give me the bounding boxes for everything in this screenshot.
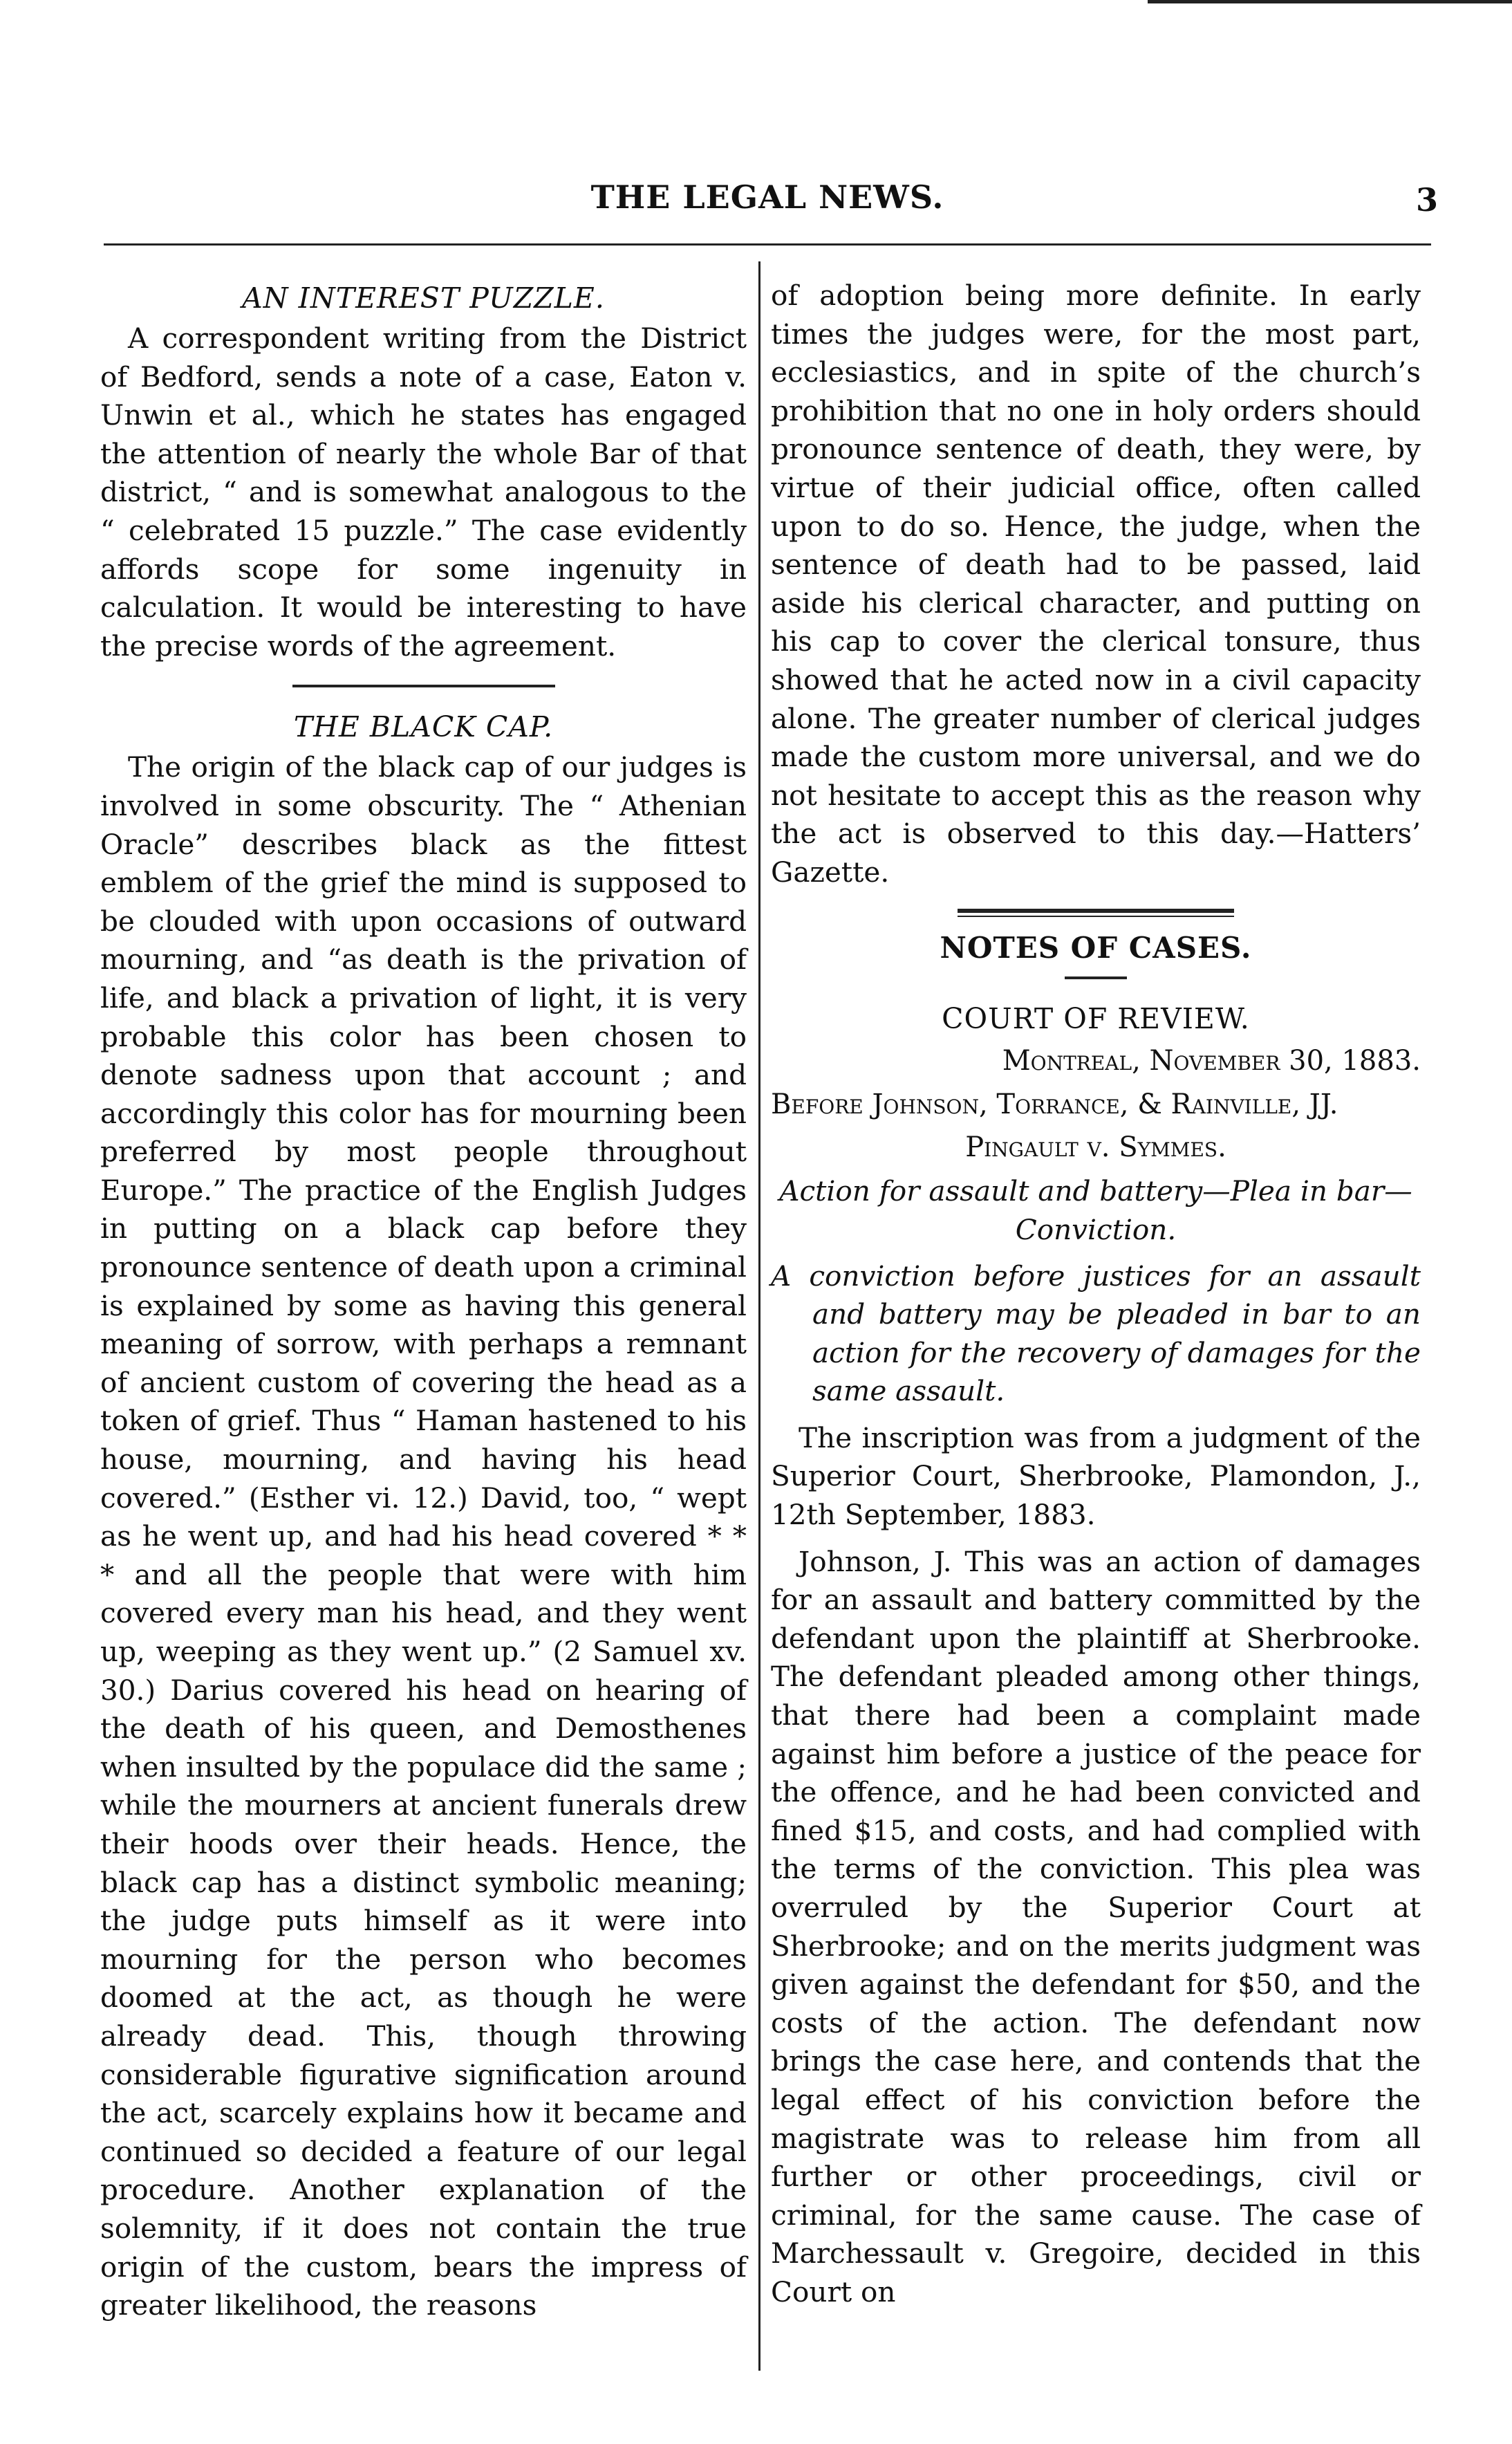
section-divider [292, 685, 555, 687]
court-name: COURT OF REVIEW. [942, 1001, 1250, 1035]
right-column [771, 277, 1421, 2312]
notes-rule [1065, 976, 1127, 979]
blackcap-heading: THE BLACK CAP. [293, 710, 554, 744]
running-title: THE LEGAL NEWS. [590, 178, 944, 216]
case-subject: Action for assault and battery—Plea in bar—Conviction. [779, 1174, 1412, 1246]
bench: Before Johnson, Torrance, & Rainville, JJ. [771, 1088, 1338, 1120]
inscription: The inscription was from a judgment of the Superior Court, Sherbrooke, Plamondon, J., 12th September, 1883. [771, 1420, 1421, 1532]
puzzle-body: A correspondent writing from the District of Bedford, sends a note of a case, Eaton v. Unwin et al., which he states has engaged the attention of nearly the whole Bar of that district, “ and is somewhat analogous to the “ celebrated 15 puzzle.” The case evidently affords scope for some ingenuity in calculation. It would be interesting to have the precise words of the agreement. [100, 322, 747, 663]
top-edge-rule [1148, 0, 1512, 3]
left-column [100, 277, 747, 2325]
header-rule [104, 243, 1431, 246]
notes-heading: NOTES OF CASES. [940, 930, 1252, 965]
double-divider [958, 909, 1234, 917]
judgment: Johnson, J. This was an action of damages for an assault and battery committed by the defendant upon the plaintiff at Sherbrooke. The defendant pleaded among other things, that there had been a complaint made against him before a justice of the peace for the offence, and he had been convicted and fined $15, and costs, and had complied with the terms of the conviction. This plea was overruled by the Superior Court at Sherbrooke; and on the merits judgment was given against the defendant for $50, and the costs of the action. The defendant now brings the case here, and contends that the legal effect of his conviction before the magistrate was to release him from all further or other proceedings, civil or criminal, for the same cause. The case of Marchessault v. Gregoire, decided in this Court on [771, 1544, 1421, 2308]
case-parties: Pingault v. Symmes. [965, 1131, 1226, 1163]
headnote: A conviction before justices for an assault and battery may be pleaded in bar to an action for the recovery of damages for the same assault. [771, 1259, 1421, 1408]
blackcap-continuation: of adoption being more definite. In early times the judges were, for the most part, ecclesiastics, and in spite of the church’s prohibition that no one in holy orders should pronounce sentence of death, they were, by virtue of their judicial office, often called upon to do so. Hence, the judge, when the sentence of death had to be passed, laid aside his clerical character, and putting on his cap to cover the clerical tonsure, thus showed that he acted now in a civil capacity alone. The greater number of clerical judges made the custom more universal, and we do not hesitate to accept this as the reason why the act is observed to this day.—Hatters’ Gazette. [771, 279, 1421, 889]
page-header [104, 178, 1438, 227]
dateline: Montreal, November 30, 1883. [1002, 1044, 1421, 1077]
page-number: 3 [1415, 181, 1438, 219]
puzzle-heading: AN INTEREST PUZZLE. [242, 281, 605, 315]
column-divider [758, 261, 760, 2371]
blackcap-body: The origin of the black cap of our judges is involved in some obscurity. The “ Athenian Oracle” describes black as the fittest emblem of the grief the mind is supposed to be clouded with upon occasions of outward mourning, and “as death is the privation of life, and black a privation of light, it is very probable this color has been chosen to denote sadness upon that account ; and accordingly this color has for mourning been preferred by most people throughout Europe.” The practice of the English Judges in putting on a black cap before they pronounce sentence of death upon a criminal is explained by some as having this general meaning of sorrow, with perhaps a remnant of ancient custom of covering the head as a token of grief. Thus “ Haman hastened to his house, mourning, and having his head covered.” (Esther vi. 12.) David, too, “ wept as he went up, and had his head covered * * * and all the people that were with him covered every man his head, and they went up, weeping as they went up.” (2 Samuel xv. 30.) Darius covered his head on hearing of the death of his queen, and Demosthenes when insulted by the populace did the same ; while the mourners at ancient funerals drew their hoods over their heads. Hence, the black cap has a distinct symbolic meaning; the judge puts himself as it were into mourning for the person who becomes doomed at the act, as though he were already dead. This, though throwing considerable figurative signification around the act, scarcely explains how it became and continued so decided a feature of our legal procedure. Another explanation of the solemnity, if it does not contain the true origin of the custom, bears the impress of greater likelihood, the reasons [100, 750, 747, 2322]
